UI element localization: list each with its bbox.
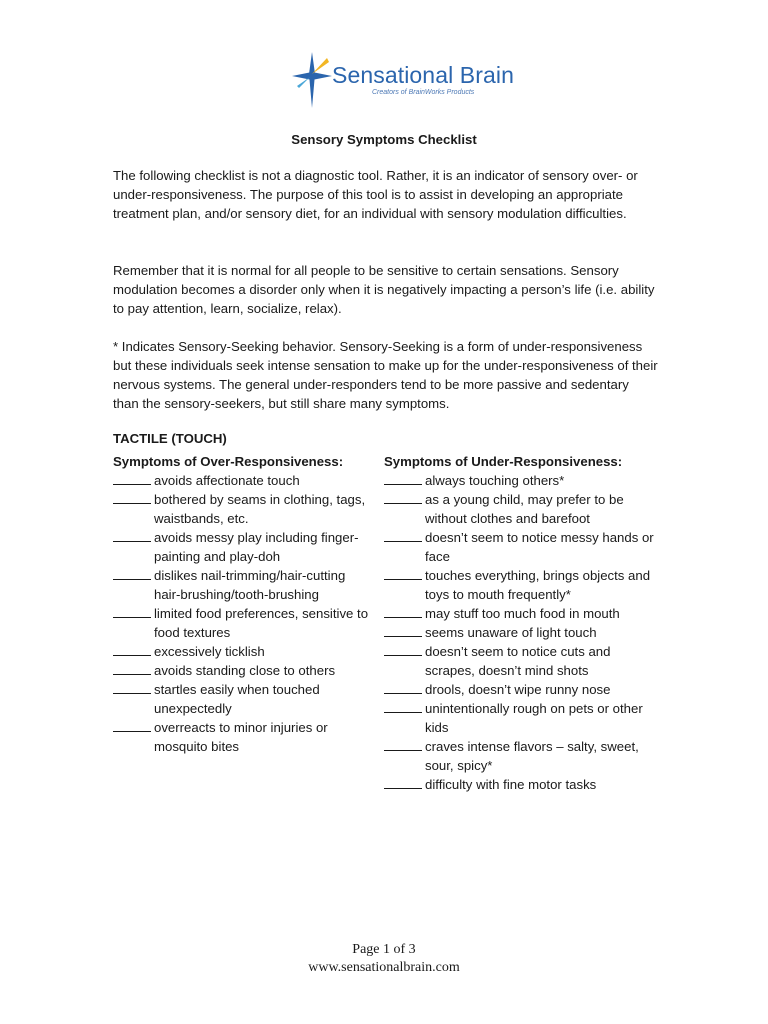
checklist-item: doesn’t seem to notice messy hands or face xyxy=(384,528,662,566)
checkbox-blank[interactable] xyxy=(384,604,422,618)
checklist-item: drools, doesn’t wipe runny nose xyxy=(384,680,662,699)
section-title: TACTILE (TOUCH) xyxy=(113,431,227,446)
checklist-item: dislikes nail-trimming/hair-cutting hair-brushing/tooth-brushing xyxy=(113,566,375,604)
checkbox-blank[interactable] xyxy=(384,775,422,789)
checkbox-blank[interactable] xyxy=(113,471,151,485)
checklist-item: seems unaware of light touch xyxy=(384,623,662,642)
checklist-item: touches everything, brings objects and toys to mouth frequently* xyxy=(384,566,662,604)
website-link[interactable]: www.sensationalbrain.com xyxy=(308,960,460,975)
checklist-item: avoids messy play including finger-painting and play-doh xyxy=(113,528,375,566)
star-logo-icon xyxy=(290,50,334,110)
checklist-item: difficulty with fine motor tasks xyxy=(384,775,662,794)
logo-wordmark: Sensational Brain xyxy=(332,62,514,88)
checklist-item: excessively ticklish xyxy=(113,642,375,661)
normal-sensitivity-paragraph: Remember that it is normal for all people to be sensitive to certain sensations. Sensory modulation becomes a disorder only when it is negatively impacting a person’s life (i.e. ability to pay attention, learn, socialize, relax). xyxy=(113,263,655,316)
checkbox-blank[interactable] xyxy=(113,718,151,732)
checkbox-blank[interactable] xyxy=(384,699,422,713)
under-responsiveness-column xyxy=(384,452,662,794)
checklist-item: overreacts to minor injuries or mosquito bites xyxy=(113,718,375,756)
logo-tagline: Creators of BrainWorks Products xyxy=(372,89,475,96)
checkbox-blank[interactable] xyxy=(384,566,422,580)
checklist-item: doesn’t seem to notice cuts and scrapes, doesn’t mind shots xyxy=(384,642,662,680)
checklist-item: limited food preferences, sensitive to food textures xyxy=(113,604,375,642)
over-responsiveness-heading: Symptoms of Over-Responsiveness: xyxy=(113,454,344,469)
checkbox-blank[interactable] xyxy=(384,737,422,751)
checkbox-blank[interactable] xyxy=(384,680,422,694)
page-number: Page 1 of 3 xyxy=(352,942,416,957)
company-logo xyxy=(290,50,514,110)
document-title: Sensory Symptoms Checklist xyxy=(291,132,477,147)
under-responsiveness-heading: Symptoms of Under-Responsiveness: xyxy=(384,454,623,469)
intro-paragraph: The following checklist is not a diagnostic tool. Rather, it is an indicator of sensory over- or under-responsiveness. The purpose of this tool is to assist in developing an appropriate treatment plan, and/or sensory diet, for an individual with sensory modulation difficulties. xyxy=(113,168,638,221)
checklist-item: craves intense flavors – salty, sweet, sour, spicy* xyxy=(384,737,662,775)
checklist-item: unintentionally rough on pets or other kids xyxy=(384,699,662,737)
checkbox-blank[interactable] xyxy=(384,623,422,637)
checkbox-blank[interactable] xyxy=(113,604,151,618)
checklist-item: always touching others* xyxy=(384,471,662,490)
checkbox-blank[interactable] xyxy=(113,642,151,656)
over-responsiveness-column xyxy=(113,452,375,756)
checkbox-blank[interactable] xyxy=(384,528,422,542)
checklist-item: avoids affectionate touch xyxy=(113,471,375,490)
checkbox-blank[interactable] xyxy=(384,471,422,485)
checklist-item: startles easily when touched unexpectedly xyxy=(113,680,375,718)
checkbox-blank[interactable] xyxy=(113,566,151,580)
checklist-item: bothered by seams in clothing, tags, waistbands, etc. xyxy=(113,490,375,528)
sensory-seeking-paragraph: * Indicates Sensory-Seeking behavior. Sensory-Seeking is a form of under-responsiveness but these individuals seek intense sensation to make up for the under-responsiveness of their nervous systems. The general under-responders tend to be more passive and sedentary than the sensory-seekers, but still share many symptoms. xyxy=(113,339,658,411)
checkbox-blank[interactable] xyxy=(384,642,422,656)
checkbox-blank[interactable] xyxy=(113,680,151,694)
checkbox-blank[interactable] xyxy=(113,490,151,504)
checklist-item: avoids standing close to others xyxy=(113,661,375,680)
checklist-item: as a young child, may prefer to be without clothes and barefoot xyxy=(384,490,662,528)
checkbox-blank[interactable] xyxy=(113,528,151,542)
checkbox-blank[interactable] xyxy=(384,490,422,504)
checklist-item: may stuff too much food in mouth xyxy=(384,604,662,623)
checkbox-blank[interactable] xyxy=(113,661,151,675)
